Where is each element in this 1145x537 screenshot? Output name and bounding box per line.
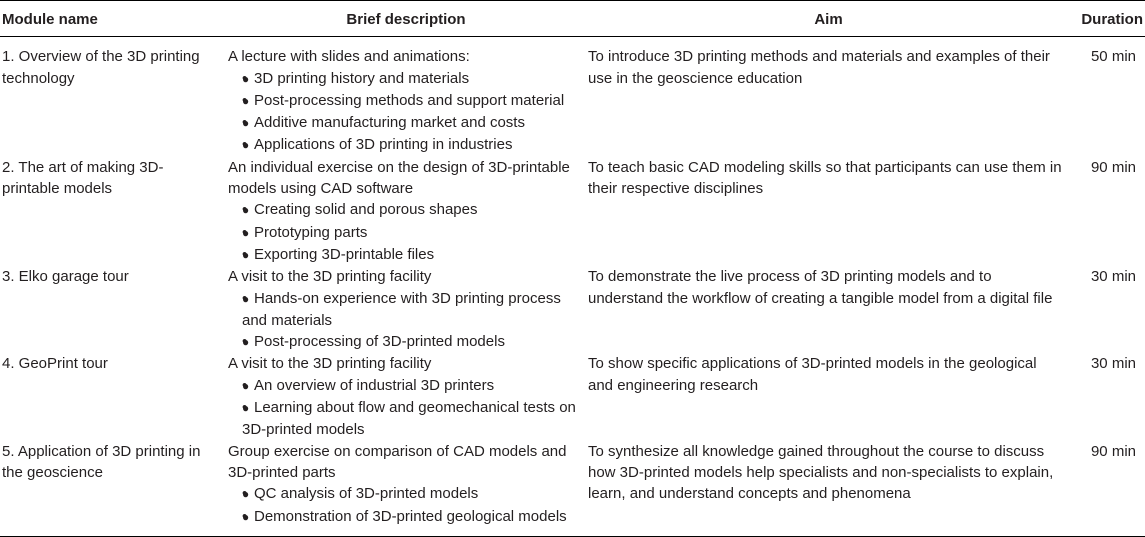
- bullet-item: • ● Additive manufacturing market and costs: [228, 112, 582, 134]
- bullet-item: • ● Demonstration of 3D-printed geological models: [228, 506, 582, 528]
- bullet-item: • ● Learning about flow and geomechanical tests on 3D-printed models: [228, 397, 582, 441]
- bullet-icon: ●: [242, 335, 250, 350]
- description-cell: [226, 37, 586, 157]
- bullet-icon: ●: [242, 401, 250, 416]
- description-intro: A visit to the 3D printing facility: [228, 268, 432, 286]
- description-intro: A lecture with slides and animations:: [228, 48, 470, 66]
- bullet-icon: ●: [242, 93, 250, 108]
- table-row: [0, 441, 1145, 537]
- bullet-icon: ●: [242, 378, 250, 393]
- bullet-item: • ● Prototyping parts: [228, 222, 582, 244]
- bullet-item: • ● QC analysis of 3D-printed models: [228, 483, 582, 505]
- duration-cell: 50 min: [1090, 48, 1136, 66]
- table-row: [0, 266, 1145, 353]
- description-intro: Group exercise on comparison of CAD models and 3D-printed parts: [228, 442, 567, 481]
- description-intro: An individual exercise on the design of 3D-printable models using CAD software: [228, 158, 570, 198]
- description-cell: [226, 353, 586, 440]
- description-cell: [226, 441, 586, 537]
- bullet-item: • ● An overview of industrial 3D printers: [228, 375, 582, 397]
- table-row: [0, 157, 1145, 266]
- bullet-icon: ●: [242, 225, 250, 240]
- aim-cell: To introduce 3D printing methods and materials and examples of their use in the geoscience education: [588, 48, 1050, 87]
- bullet-item: • ● Creating solid and porous shapes: [228, 199, 582, 221]
- duration-cell: 90 min: [1090, 158, 1136, 176]
- bullet-item: • ● Hands-on experience with 3D printing process and materials: [228, 288, 582, 332]
- description-cell: [226, 157, 586, 266]
- bullet-item: • ● Exporting 3D-printable files: [228, 244, 582, 266]
- table-row: [0, 353, 1145, 440]
- bullet-icon: ●: [242, 509, 250, 524]
- bullet-icon: ●: [242, 71, 250, 86]
- table-row: [0, 37, 1145, 157]
- bullet-icon: ●: [242, 247, 250, 262]
- description-cell: [226, 266, 586, 353]
- aim-cell: To teach basic CAD modeling skills so that participants can use them in their respective disciplines: [588, 158, 1062, 198]
- aim-cell: To show specific applications of 3D-printed models in the geological and engineering research: [588, 355, 1037, 394]
- bullet-icon: ●: [242, 487, 250, 502]
- bullet-item: • ● Post-processing of 3D-printed models: [228, 331, 582, 353]
- duration-cell: 90 min: [1071, 441, 1145, 537]
- duration-cell: 30 min: [1090, 355, 1136, 373]
- module-name-cell: 5. Application of 3D printing in the geoscience: [0, 441, 226, 537]
- bullet-icon: ●: [242, 291, 250, 306]
- bullet-item: • ● Applications of 3D printing in industries: [228, 134, 582, 156]
- aim-cell: To demonstrate the live process of 3D printing models and to understand the workflow of creating a tangible model from a digital file: [588, 268, 1053, 307]
- description-intro: A visit to the 3D printing facility: [228, 355, 432, 373]
- module-name-cell: 4. GeoPrint tour: [2, 355, 108, 373]
- header-module-name: Module name: [0, 1, 226, 37]
- module-name-cell: 3. Elko garage tour: [2, 268, 129, 286]
- header-row: [0, 1, 1145, 37]
- duration-cell: 30 min: [1090, 268, 1136, 286]
- module-name-cell: 2. The art of making 3D-printable models: [2, 158, 164, 198]
- bullet-item: • ● Post-processing methods and support material: [228, 90, 582, 112]
- module-name-cell: 1. Overview of the 3D printing technology: [2, 48, 200, 87]
- bullet-icon: ●: [242, 203, 250, 218]
- bullet-icon: ●: [242, 116, 250, 131]
- bullet-item: • ● 3D printing history and materials: [228, 68, 582, 90]
- header-aim: Aim: [586, 1, 1071, 37]
- header-brief-description: Brief description: [226, 1, 586, 37]
- header-duration: Duration: [1071, 1, 1145, 37]
- aim-cell: To synthesize all knowledge gained throughout the course to discuss how 3D-printed models help specialists and non-specialists to explain, learn, and understand concepts and phenomena: [586, 441, 1071, 537]
- bullet-icon: ●: [242, 138, 250, 153]
